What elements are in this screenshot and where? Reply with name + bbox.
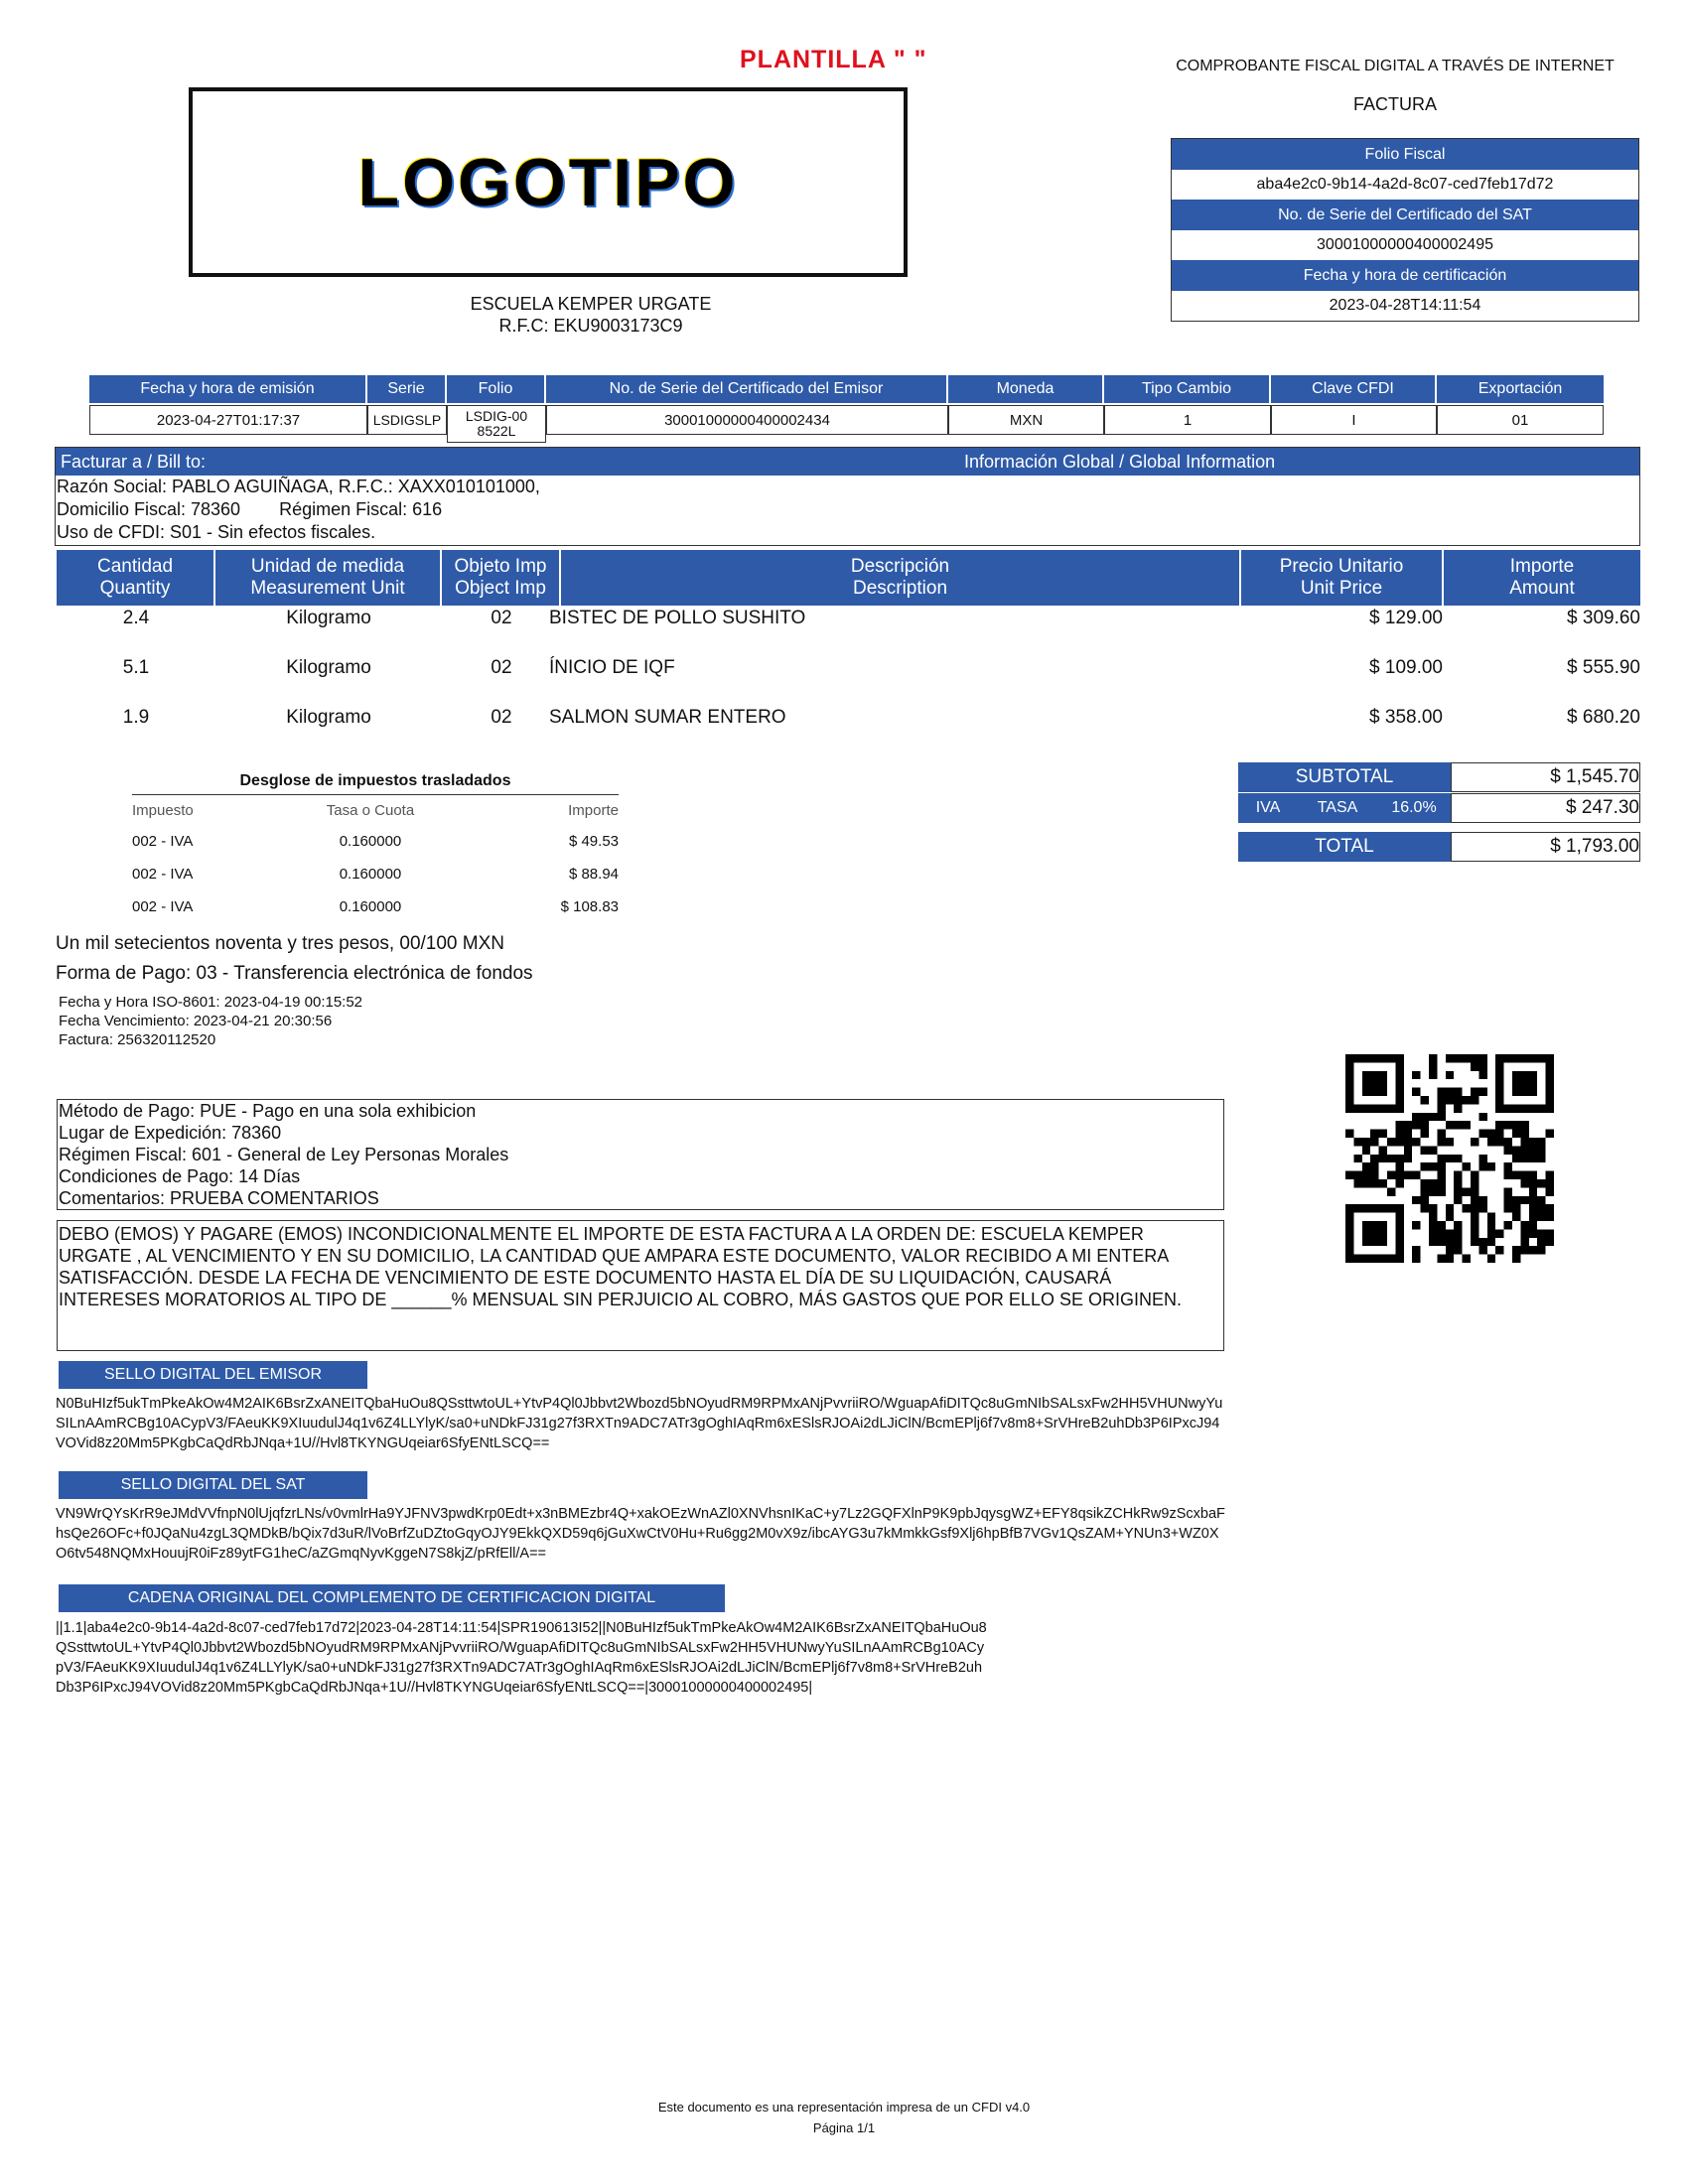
seal-sat-label: SELLO DIGITAL DEL SAT bbox=[59, 1471, 367, 1499]
date-iso: Fecha y Hora ISO-8601: 2023-04-19 00:15:52 bbox=[59, 994, 363, 1011]
item-unit: Kilogramo bbox=[286, 657, 371, 678]
tax-breakdown-table bbox=[132, 794, 619, 923]
folio-fiscal-value: aba4e2c0-9b14-4a2d-8c07-ced7feb17d72 bbox=[1256, 176, 1554, 193]
logo-text: LOGOTIPO bbox=[357, 144, 739, 220]
item-amount: $ 680.20 bbox=[1567, 707, 1640, 728]
payment-method: Método de Pago: PUE - Pago en una sola exhibicion bbox=[59, 1101, 477, 1121]
subtotal-value: $ 1,545.70 bbox=[1451, 762, 1640, 792]
footer-page: Página 1/1 bbox=[812, 2120, 876, 2135]
tax-row bbox=[132, 825, 619, 858]
tax-impuesto: 002 - IVA bbox=[132, 833, 194, 850]
date-due: Fecha Vencimiento: 2023-04-21 20:30:56 bbox=[59, 1013, 333, 1029]
sat-cert-label: No. de Serie del Certificado del SAT bbox=[1172, 200, 1638, 230]
bill-to-section bbox=[55, 447, 1640, 546]
item-amount: $ 309.60 bbox=[1567, 608, 1640, 628]
tax-row bbox=[132, 890, 619, 923]
tax-header-row bbox=[132, 795, 619, 825]
folio-fiscal-label: Folio Fiscal bbox=[1172, 139, 1638, 170]
tax-header-importe: Importe bbox=[568, 801, 619, 819]
global-info-label: Información Global / Global Information bbox=[964, 451, 1276, 472]
comments: Comentarios: PRUEBA COMENTARIOS bbox=[59, 1188, 379, 1208]
tax-importe: $ 49.53 bbox=[568, 833, 619, 850]
info-value-emission: 2023-04-27T01:17:37 bbox=[89, 405, 367, 435]
footer-note: Este documento es una representación impresa de un CFDI v4.0 bbox=[657, 2100, 1031, 2115]
template-label: PLANTILLA " " bbox=[740, 46, 927, 73]
bill-to-line-3: Uso de CFDI: S01 - Sin efectos fiscales. bbox=[57, 522, 376, 542]
item-amount: $ 555.90 bbox=[1567, 657, 1640, 678]
iva-label-block bbox=[1238, 793, 1451, 823]
fiscal-regime: Régimen Fiscal: 601 - General de Ley Personas Morales bbox=[59, 1145, 509, 1164]
info-header-emission: Fecha y hora de emisión bbox=[89, 375, 367, 403]
seal-emisor-label: SELLO DIGITAL DEL EMISOR bbox=[59, 1361, 367, 1389]
bill-to-line-1: Razón Social: PABLO AGUIÑAGA, R.F.C.: XAXX010101000, bbox=[57, 477, 540, 496]
items-header-desc: Descripción Description bbox=[561, 550, 1241, 606]
sat-cert-value: 30001000000400002495 bbox=[1317, 236, 1493, 253]
invoice-number: Factura: 256320112520 bbox=[59, 1031, 216, 1048]
info-header-exportacion: Exportación bbox=[1437, 375, 1604, 403]
tax-header-impuesto: Impuesto bbox=[132, 801, 194, 819]
total-value: $ 1,793.00 bbox=[1451, 832, 1640, 862]
item-desc: ÍNICIO DE IQF bbox=[549, 657, 675, 678]
tasa-value: 16.0% bbox=[1391, 799, 1437, 816]
info-value-clave: I bbox=[1271, 405, 1437, 435]
item-desc: BISTEC DE POLLO SUSHITO bbox=[549, 608, 806, 628]
info-value-cert: 30001000000400002434 bbox=[546, 405, 948, 435]
cadena-label: CADENA ORIGINAL DEL COMPLEMENTO DE CERTIFICACION DIGITAL bbox=[59, 1584, 725, 1612]
item-unit: Kilogramo bbox=[286, 608, 371, 628]
issue-place: Lugar de Expedición: 78360 bbox=[59, 1123, 282, 1143]
items-header-unit: Unidad de medida Measurement Unit bbox=[215, 550, 442, 606]
tax-importe: $ 88.94 bbox=[568, 866, 619, 883]
info-header-tipo-cambio: Tipo Cambio bbox=[1104, 375, 1271, 403]
items-header-price: Precio Unitario Unit Price bbox=[1241, 550, 1444, 606]
payment-form: Forma de Pago: 03 - Transferencia electrónica de fondos bbox=[56, 963, 533, 984]
cadena-value: ||1.1|aba4e2c0-9b14-4a2d-8c07-ced7feb17d72|2023-04-28T14:11:54|SPR190613I52||N0BuHIzf5ukTmPkeAkOw4M2AIK6BsrZxANEITQbaHuOu8QSsttwtoUL+YtvP4Ql0Jbbvt2Wbozd5bNOyudRM9RPMxANjPvvriiRO/WguapAfiDITQc8uGmNIbSALsxFw2HH5VHUNwyYuSILnAAmRCBg10ACypV3/FAeuKK9XIuudulJ4q1v6Z4LLYlyK/sa0+uNDkFJ31g27f3RXTn9ADC7ATr3gOghIAqRm6xESlsRJOAi2dLJiClN/BcmEPlj6f7v8m8+SrVHreB2uhDb3P6IPxcJ94VOVid8z20Mm5PKgbCaQdRbJNqa+1U//Hvl8TKYNGUqeiar6SfyENtLSCQ==|30001000000400002495| bbox=[56, 1620, 987, 1696]
doc-type: FACTURA bbox=[1352, 94, 1437, 114]
total-label: TOTAL bbox=[1238, 832, 1451, 862]
bill-to-header bbox=[56, 448, 1639, 476]
info-header-serie: Serie bbox=[367, 375, 447, 403]
tax-header-tasa: Tasa o Cuota bbox=[326, 801, 415, 819]
seal-sat-value: VN9WrQYsKrR9eJMdVVfnpN0lUjqfzrLNs/v0vmlrHa9YJFNV3pwdKrp0Edt+x3nBMEzbr4Q+xakOEzWnAZl0XNVhsnIKaC+y7Lz2GQFXlnP9K9pbJqysgWZ+EFY8qsikZCHkRw9zScxbaFhsQe26OFc+f0JQaNu4zgL3QMDkB/bQix7d3uR/lVoBrfZuDZtoGqyOJY9EkkQXD59q6jGuXwCtV0Hu+Ru6gg2M0vX9z/ibcAYG3u7kMmkkGsf9Xlj6hpBfB7VGv1QsZAM+YNUn3+WZ0XO6tv548NQMxHouujR0iFz89ytFG1heC/aZGmqNyvKggeN7S8kjZ/pRfEll/A== bbox=[56, 1506, 1225, 1562]
item-qty: 1.9 bbox=[122, 707, 150, 728]
issuer-rfc: R.F.C: EKU9003173C9 bbox=[498, 316, 683, 336]
issuer-name: ESCUELA KEMPER URGATE bbox=[470, 294, 712, 314]
items-header-obj: Objeto Imp Object Imp bbox=[442, 550, 561, 606]
items-header-amount: Importe Amount bbox=[1444, 550, 1640, 606]
item-obj: 02 bbox=[491, 608, 512, 628]
item-price: $ 129.00 bbox=[1369, 608, 1443, 628]
tax-impuesto: 002 - IVA bbox=[132, 898, 194, 915]
info-value-tipo-cambio: 1 bbox=[1104, 405, 1271, 435]
info-header-moneda: Moneda bbox=[948, 375, 1104, 403]
info-value-folio: LSDIG-008522L bbox=[447, 405, 546, 443]
iva-label: IVA bbox=[1255, 799, 1281, 816]
info-header-folio: Folio bbox=[447, 375, 546, 403]
item-qty: 5.1 bbox=[122, 657, 150, 678]
pagare-box: DEBO (EMOS) Y PAGARE (EMOS) INCONDICIONALMENTE EL IMPORTE DE ESTA FACTURA A LA ORDEN DE: ESCUELA KEMPER URGATE , AL VENCIMIENTO Y EN SU DOMICILIO, LA CANTIDAD QUE AMPARA ESTE DOCUMENTO, VALOR RECIBIDO A MI ENTERA SATISFACCIÓN. DESDE LA FECHA DE VENCIMIENTO DE ESTE DOCUMENTO HASTA EL DÍA DE SU LIQUIDACIÓN, CAUSARÁ INTERESES MORATORIOS AL TIPO DE ______% MENSUAL SIN PERJUICIO AL COBRO, MÁS GASTOS QUE POR ELLO SE ORIGINEN. bbox=[57, 1220, 1224, 1351]
info-value-serie: LSDIGSLP bbox=[367, 405, 447, 435]
info-value-exportacion: 01 bbox=[1437, 405, 1604, 435]
seal-emisor-value: N0BuHIzf5ukTmPkeAkOw4M2AIK6BsrZxANEITQbaHuOu8QSsttwtoUL+YtvP4Ql0Jbbvt2Wbozd5bNOyudRM9RPMxANjPvvriiRO/WguapAfiDITQc8uGmNIbSALsxFw2HH5VHUNwyYuSILnAAmRCBg10ACypV3/FAeuKK9XIuudulJ4q1v6Z4LLYlyK/sa0+uNDkFJ31g27f3RXTn9ADC7ATr3gOghIAqRm6xESlsRJOAi2dLJiClN/BcmEPlj6f7v8m8+SrVHreB2uhDb3P6IPxcJ94VOVid8z20Mm5PKgbCaQdRbJNqa+1U//Hvl8TKYNGUqeiar6SfyENtLSCQ== bbox=[56, 1396, 1223, 1451]
cert-date-label: Fecha y hora de certificación bbox=[1172, 260, 1638, 291]
tax-tasa: 0.160000 bbox=[339, 866, 402, 883]
item-desc: SALMON SUMAR ENTERO bbox=[549, 707, 786, 728]
item-obj: 02 bbox=[491, 657, 512, 678]
bill-to-line-2 bbox=[56, 498, 1639, 521]
item-unit: Kilogramo bbox=[286, 707, 371, 728]
qr-code bbox=[1345, 1054, 1554, 1263]
fiscal-info-box bbox=[1171, 138, 1639, 322]
item-price: $ 109.00 bbox=[1369, 657, 1443, 678]
tax-tasa: 0.160000 bbox=[339, 898, 402, 915]
tax-impuesto: 002 - IVA bbox=[132, 866, 194, 883]
item-qty: 2.4 bbox=[122, 608, 150, 628]
tasa-label: TASA bbox=[1317, 799, 1358, 816]
tax-importe: $ 108.83 bbox=[560, 898, 619, 915]
info-header-clave: Clave CFDI bbox=[1271, 375, 1437, 403]
bill-to-label: Facturar a / Bill to: bbox=[61, 451, 207, 472]
bill-to-regimen: Régimen Fiscal: 616 bbox=[279, 499, 443, 519]
subtotal-label: SUBTOTAL bbox=[1238, 762, 1451, 792]
payment-conditions: Condiciones de Pago: 14 Días bbox=[59, 1166, 301, 1186]
tax-row bbox=[132, 858, 619, 890]
amount-in-words: Un mil setecientos noventa y tres pesos, 00/100 MXN bbox=[56, 933, 505, 954]
logo-box bbox=[189, 87, 908, 277]
cert-date-value: 2023-04-28T14:11:54 bbox=[1329, 297, 1481, 314]
tax-tasa: 0.160000 bbox=[339, 833, 402, 850]
tax-breakdown-title: Desglose de impuestos trasladados bbox=[239, 772, 511, 789]
info-value-moneda: MXN bbox=[948, 405, 1104, 435]
iva-value: $ 247.30 bbox=[1451, 793, 1640, 823]
cfdi-title: COMPROBANTE FISCAL DIGITAL A TRAVÉS DE INTERNET bbox=[1176, 58, 1615, 74]
items-header-qty: Cantidad Quantity bbox=[57, 550, 215, 606]
item-obj: 02 bbox=[491, 707, 512, 728]
bill-to-domicilio: Domicilio Fiscal: 78360 bbox=[57, 499, 241, 519]
item-price: $ 358.00 bbox=[1369, 707, 1443, 728]
info-header-cert: No. de Serie del Certificado del Emisor bbox=[546, 375, 948, 403]
payment-info-box bbox=[57, 1099, 1224, 1210]
